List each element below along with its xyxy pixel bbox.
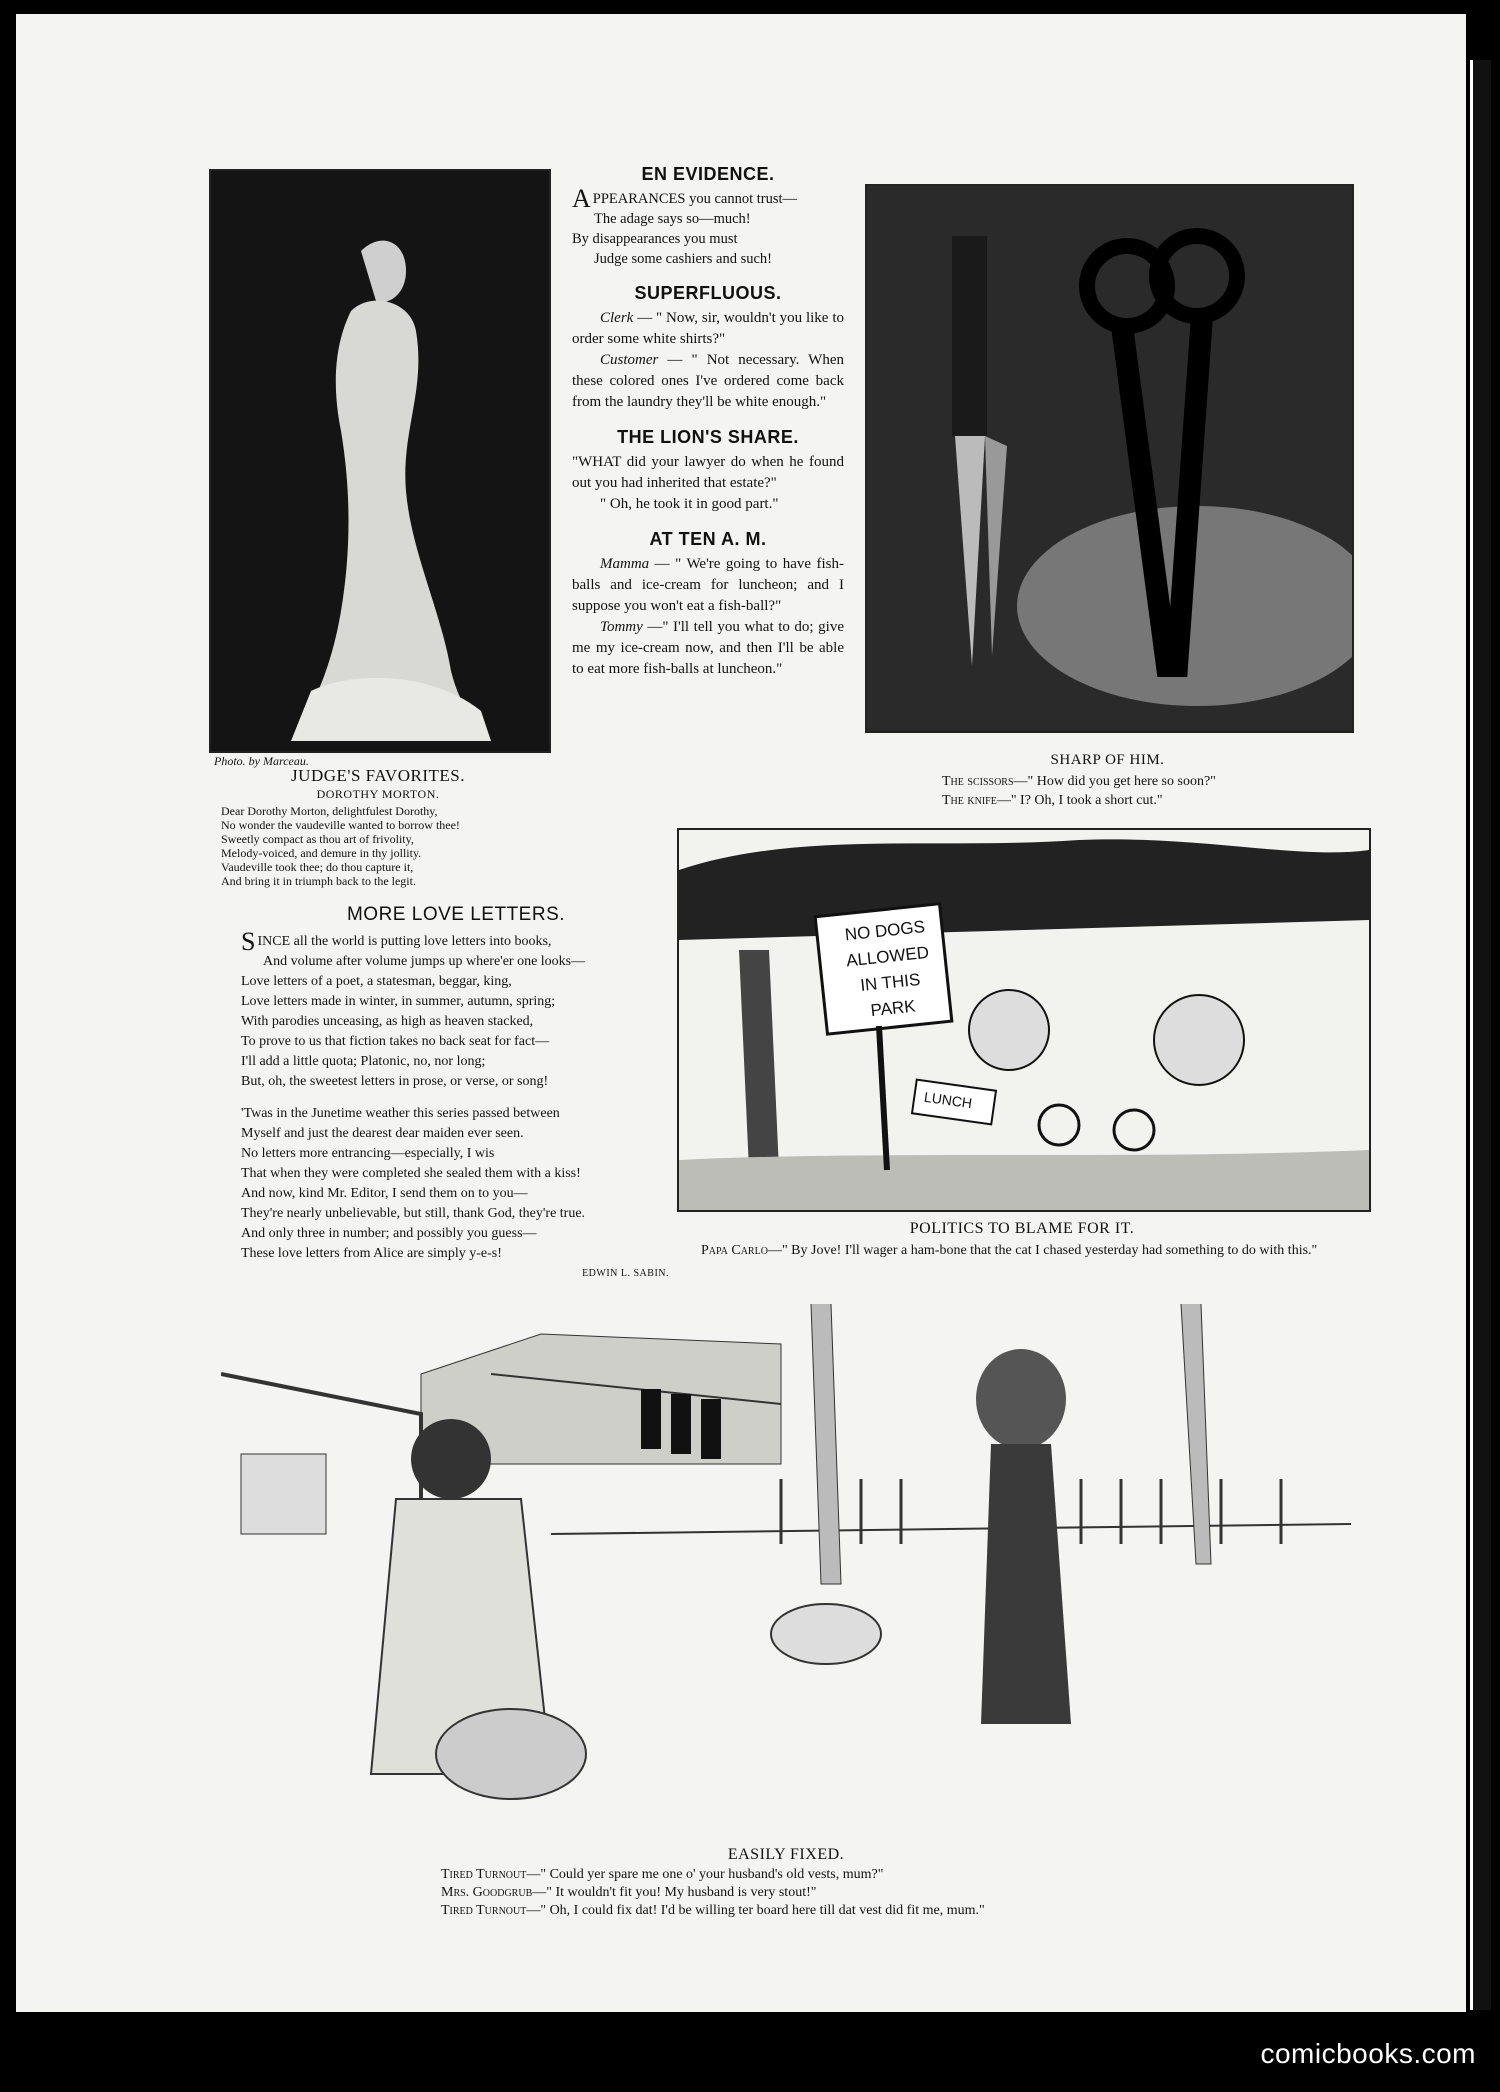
dogs-park-cartoon [677,828,1371,1212]
judges-favorites-title: JUDGE'S FAVORITES. [291,766,465,785]
sign-text [829,913,949,1028]
poem-line: These love letters from Alice are simply y-e-s! [241,1246,502,1261]
sharp-of-him-title: SHARP OF HIM. [1050,752,1165,768]
lions-share-title: THE LION'S SHARE. [617,427,799,447]
judges-favorites-poem [221,804,561,888]
knife-and-scissors-figures [867,186,1352,731]
middle-column [572,164,844,680]
poem-line: Vaudeville took thee; do thou capture it, [221,860,414,874]
photo-credit: Photo. by Marceau. [214,754,309,768]
watermark: comicbooks.com [1260,2038,1476,2069]
poem-line: To prove to us that fiction takes no back seat for fact— [241,1034,550,1049]
easily-fixed-dialogue: Tired Turnout—" Could yer spare me one o' your husband's old vests, mum?" Mrs. Goodgrub—" It wouldn't fit you! My husband is very stout!" Tired Turnout—" Oh, I could fix dat! I'd be willing ter board here till dat vest did fit me, mum." [441,1867,985,1918]
en-evidence-poem [572,184,844,269]
sign-line: NO DOGS [843,917,926,945]
lions-share-text: "WHAT did your lawyer do when he found out you had inherited that estate?" " Oh, he took it in good part." [572,454,844,512]
drop-cap: A [572,184,591,213]
poem-line: The adage says so—much! [594,211,751,227]
speaker: Papa Carlo [701,1243,768,1258]
poem-line: Love letters of a poet, a statesman, beggar, king, [241,974,512,989]
poem-line: Sweetly compact as thou art of frivolity, [221,832,414,846]
speaker: Tired Turnout [441,1867,527,1882]
yard-scene-drawing [221,1304,1351,1824]
poem-line: But, oh, the sweetest letters in prose, or verse, or song! [241,1074,549,1089]
speaker: Clerk [600,310,634,326]
poem-line: And bring it in triumph back to the legit. [221,874,416,888]
politics-dialogue: Papa Carlo—" By Jove! I'll wager a ham-bone that the cat I chased yesterday had something to do with this." [701,1243,1318,1258]
at-ten-title: AT TEN A. M. [649,529,767,549]
poem-line: INCE all the world is putting love letters into books, [257,934,552,949]
poem-line: That when they were completed she sealed them with a kiss! [241,1166,581,1181]
poem-line: No wonder the vaudeville wanted to borrow thee! [221,818,460,832]
poem-line: And now, kind Mr. Editor, I send them on to you— [241,1186,528,1201]
poem-line: No letters more entrancing—especially, I wis [241,1146,495,1161]
newspaper-page [16,14,1466,2012]
love-letters-title: MORE LOVE LETTERS. [346,904,566,925]
drop-cap: S [241,927,256,956]
poem-line: And only three in number; and possibly you guess— [241,1226,537,1241]
speaker: The scissors [942,774,1014,789]
judges-favorites-subtitle: DOROTHY MORTON. [316,787,440,801]
poem-line: With parodies unceasing, as high as heaven stacked, [241,1014,534,1029]
at-ten-text: Mamma — " We're going to have fish-balls and ice-cream for luncheon; and I suppose you won't eat a fish-ball?" Tommy —" I'll tell you what to do; give me my ice-cream now, and then I'll be able to eat more fish-balls at luncheon." [572,556,844,677]
dogs-picnic-drawing [679,830,1369,1210]
speaker: Tired Turnout [441,1903,527,1918]
sign-line: PARK [869,996,917,1021]
speaker: Customer [600,352,659,368]
poem-line: Dear Dorothy Morton, delightfulest Dorothy, [221,804,438,818]
tramp-figure [976,1349,1071,1724]
speaker: Tommy [600,619,643,635]
politics-title: POLITICS TO BLAME FOR IT. [909,1220,1135,1237]
lunch-basket-label: LUNCH [923,1088,974,1112]
superfluous-text: Clerk — " Now, sir, wouldn't you like to order some white shirts?" Customer — " Not necessary. When these colored ones I've ordered come back from the laundry they'll be white enough." [572,310,844,410]
en-evidence-title: EN EVIDENCE. [641,164,775,184]
superfluous-title: SUPERFLUOUS. [634,283,782,303]
dorothy-morton-photo [209,169,551,753]
easily-fixed-cartoon [221,1304,1351,1824]
sharp-of-him-dialogue: The scissors—" How did you get here so soon?" The knife—" I? Oh, I took a short cut." [942,774,1216,808]
binding-edge [1470,60,1491,2010]
poem-line: PPEARANCES you cannot trust— [592,191,797,207]
speaker: Mamma [600,556,650,572]
poem-line: I'll add a little quota; Platonic, no, nor long; [241,1054,486,1069]
poem-line: And volume after volume jumps up where'er one looks— [263,954,586,969]
love-letters-poem [241,927,681,1284]
poem-line: Judge some cashiers and such! [594,251,772,267]
poem-line: By disappearances you must [572,231,738,247]
easily-fixed-title: EASILY FIXED. [727,1846,845,1863]
speaker: The knife [942,793,997,808]
poem-line: They're nearly unbelievable, but still, thank God, they're true. [241,1206,586,1221]
sign-line: ALLOWED [845,942,930,971]
knife-scissors-photo [865,184,1354,733]
speaker: Mrs. Goodgrub [441,1885,533,1900]
author: EDWIN L. SABIN. [582,1268,669,1279]
poem-line: Love letters made in winter, in summer, autumn, spring; [241,994,556,1009]
poem-line: 'Twas in the Junetime weather this series passed between [241,1106,560,1121]
poem-line: Myself and just the dearest dear maiden ever seen. [241,1126,524,1141]
sign-line: IN THIS [859,969,922,996]
woman-in-gown-figure [211,171,549,751]
poem-line: Melody-voiced, and demure in thy jollity. [221,846,422,860]
